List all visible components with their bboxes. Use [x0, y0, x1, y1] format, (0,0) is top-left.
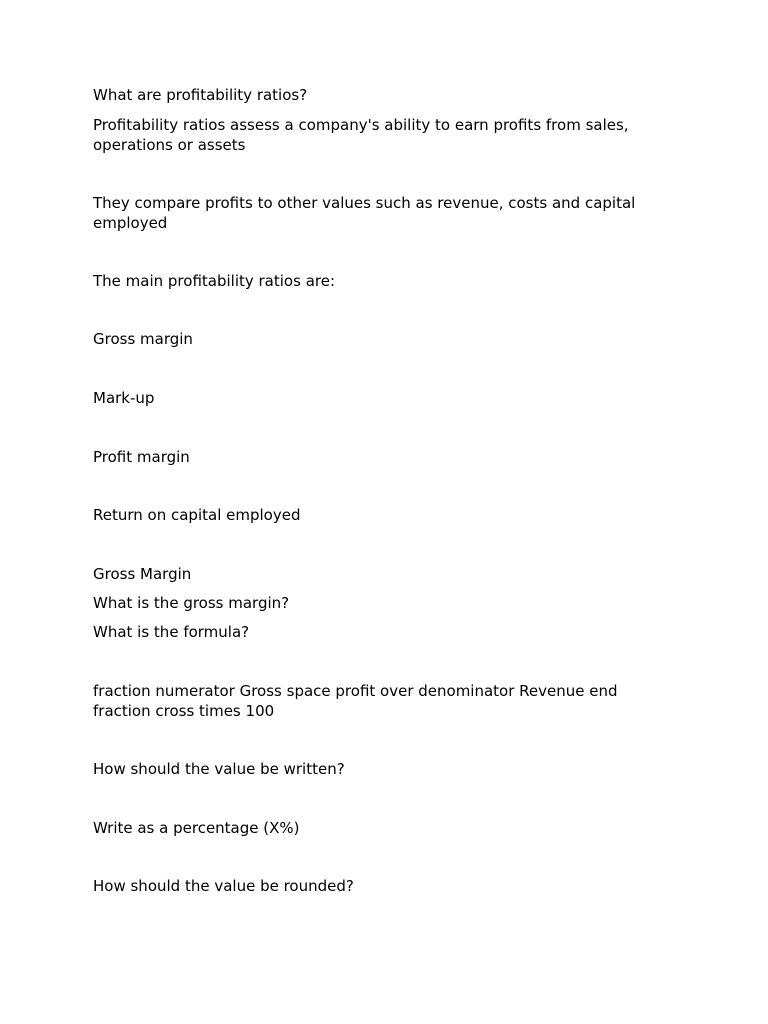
question-what-is-formula: What is the formula?: [93, 623, 250, 641]
question-how-value-written: How should the value be written?: [93, 760, 345, 778]
main-ratios-heading: The main profitability ratios are:: [93, 272, 335, 290]
question-what-is-gross-margin: What is the gross margin?: [93, 594, 290, 612]
ratio-item-mark-up: Mark-up: [93, 389, 155, 407]
ratio-item-gross-margin: Gross margin: [93, 330, 193, 348]
answer-profitability-ratios-comparison: They compare profits to other values such as revenue, costs and capital employed: [93, 194, 636, 232]
answer-write-as-percentage: Write as a percentage (X%): [93, 819, 300, 837]
question-how-value-rounded: How should the value be rounded?: [93, 877, 354, 895]
ratio-item-return-on-capital-employed: Return on capital employed: [93, 506, 301, 524]
section-heading-gross-margin: Gross Margin: [93, 565, 192, 583]
ratio-item-profit-margin: Profit margin: [93, 448, 190, 466]
question-what-are-profitability-ratios: What are profitability ratios?: [93, 86, 308, 104]
answer-gross-margin-formula: fraction numerator Gross space profit over denominator Revenue end fraction cross times 100: [93, 682, 618, 720]
answer-profitability-ratios-definition: Profitability ratios assess a company's ability to earn profits from sales, operations or assets: [93, 116, 629, 154]
